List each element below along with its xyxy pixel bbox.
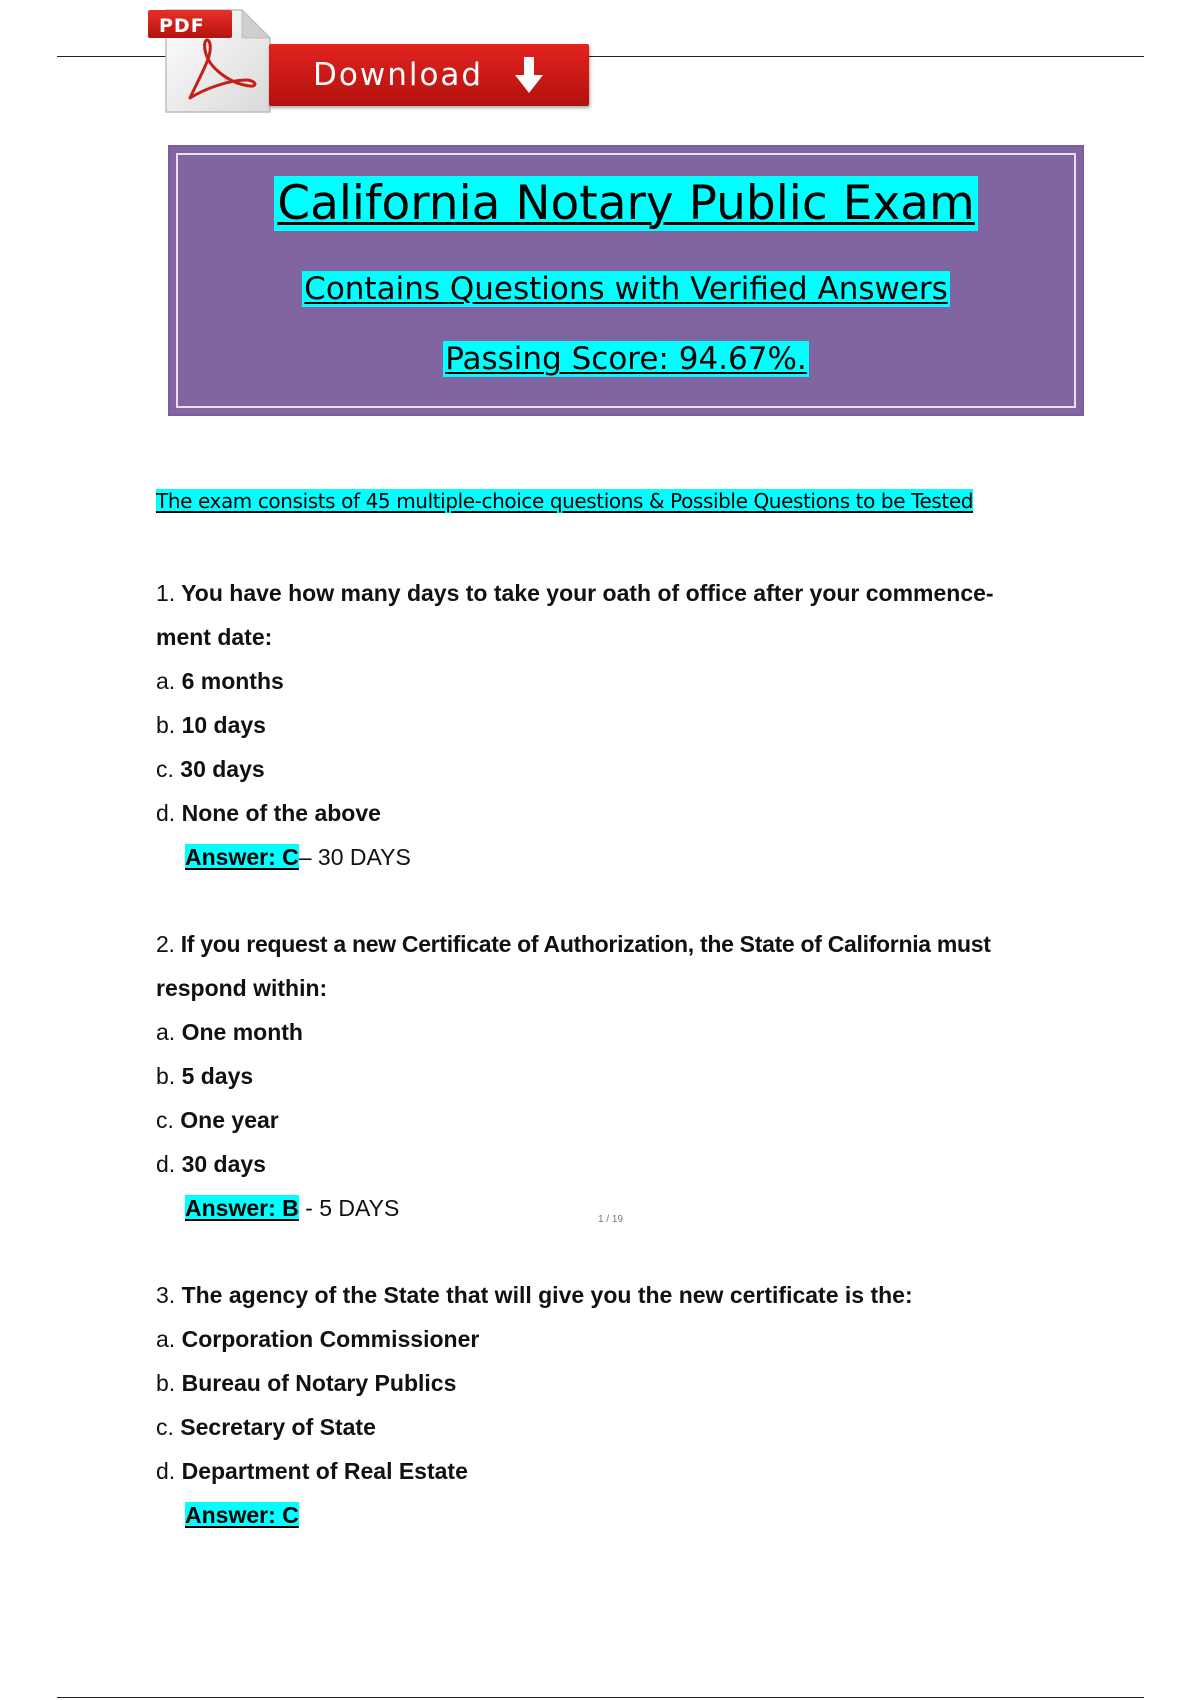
option-d [156,791,1086,835]
option-letter: a. [156,1326,176,1352]
option-c [156,1098,1086,1142]
question-text [156,571,1086,615]
option-text: 10 days [181,712,266,738]
question-1 [156,571,1086,879]
option-text: Department of Real Estate [181,1458,468,1484]
answer-detail: – 30 DAYS [298,844,411,870]
question-text-line-2: respond within: [156,975,328,1001]
option-letter: d. [156,800,176,826]
question-3 [156,1273,1086,1537]
passing-score-line [170,337,1082,381]
option-text: 5 days [181,1063,254,1089]
question-text-line-1: The agency of the State that will give you the new certificate is the: [181,1282,913,1308]
option-d [156,1142,1086,1186]
pdf-download-banner[interactable] [146,6,596,114]
option-text: 6 months [181,668,284,694]
download-arrow-icon [513,55,545,95]
option-letter: d. [156,1458,176,1484]
option-text: One year [180,1107,279,1133]
exam-subtitle-line [170,267,1082,311]
option-a [156,1317,1086,1361]
option-text: None of the above [181,800,381,826]
answer [185,835,1086,879]
option-letter: c. [156,756,174,782]
question-text-continued [156,966,1086,1010]
option-b [156,703,1086,747]
bottom-divider [57,1697,1144,1698]
option-c [156,1405,1086,1449]
answer [185,1493,1086,1537]
answer-label: Answer: B [185,1195,299,1221]
exam-intro [156,487,973,515]
download-button[interactable] [269,44,589,106]
option-b [156,1054,1086,1098]
option-a [156,1010,1086,1054]
exam-title-line [170,173,1082,235]
option-d [156,1449,1086,1493]
question-text-line-1: You have how many days to take your oath of office after your commence- [181,580,994,606]
option-text: Corporation Commissioner [181,1326,480,1352]
option-letter: b. [156,1063,176,1089]
question-number: 2. [156,931,175,957]
question-text [156,922,1086,966]
question-number: 3. [156,1282,176,1308]
option-letter: a. [156,668,176,694]
download-label: Download [313,57,484,93]
question-text [156,1273,1086,1317]
option-text: Secretary of State [180,1414,376,1440]
option-letter: c. [156,1107,174,1133]
option-letter: c. [156,1414,174,1440]
title-box [168,145,1084,416]
exam-subtitle: Contains Questions with Verified Answers [304,271,948,307]
question-number: 1. [156,580,176,606]
option-a [156,659,1086,703]
option-text: 30 days [180,756,265,782]
option-b [156,1361,1086,1405]
pdf-badge-label: PDF [159,15,205,37]
question-2 [156,922,1086,1230]
option-c [156,747,1086,791]
option-letter: a. [156,1019,176,1045]
option-text: One month [181,1019,303,1045]
answer [185,1186,1086,1230]
option-text: Bureau of Notary Publics [181,1370,457,1396]
answer-detail: - 5 DAYS [298,1195,400,1221]
answer-label: Answer: C [185,844,299,870]
answer-label: Answer: C [185,1502,299,1528]
exam-intro-text: The exam consists of 45 multiple-choice questions & Possible Questions to be Tested [156,489,974,513]
page-number: 1 / 19 [598,1214,624,1225]
question-text-line-2: ment date: [156,624,273,650]
option-letter: d. [156,1151,176,1177]
option-letter: b. [156,712,176,738]
option-text: 30 days [181,1151,266,1177]
passing-score: Passing Score: 94.67%. [445,341,807,377]
question-text-line-1: If you request a new Certificate of Authorization, the State of California must [180,931,991,957]
option-letter: b. [156,1370,176,1396]
question-text-continued [156,615,1086,659]
exam-title: California Notary Public Exam [274,176,977,231]
